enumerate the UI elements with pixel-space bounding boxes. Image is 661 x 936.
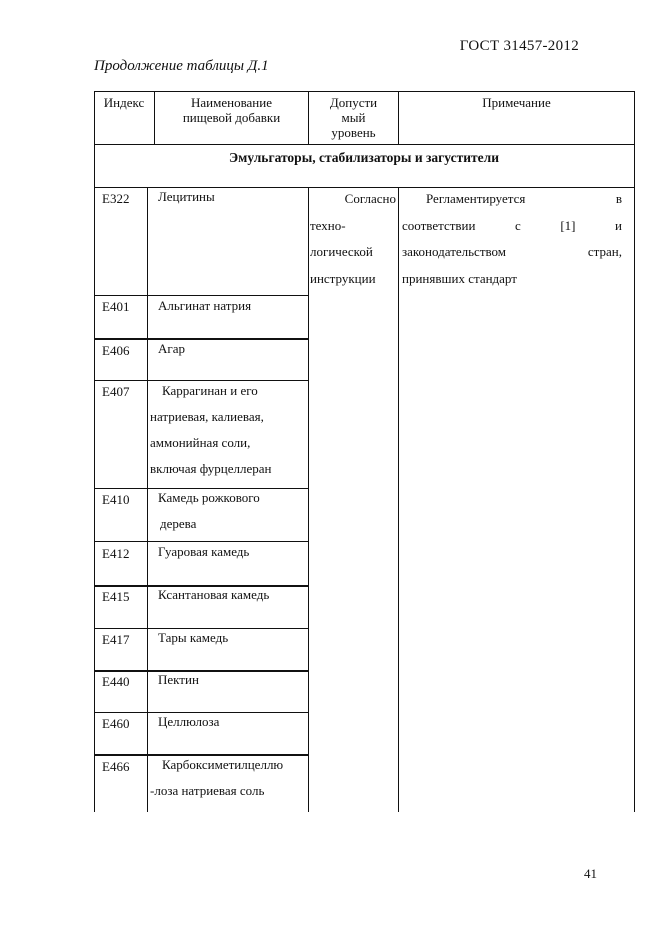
name-line: дерева <box>160 516 197 531</box>
section-title: Эмульгаторы, стабилизаторы и загустители <box>228 150 500 165</box>
note-word: соответствии <box>402 218 476 233</box>
row-index: E410 <box>102 492 130 507</box>
header-note: Примечание <box>482 95 551 110</box>
header-level-line: мый <box>341 110 366 125</box>
level-line: Согласно <box>344 191 396 206</box>
name-line: включая фурцеллеран <box>150 461 272 476</box>
level-line: инструкции <box>310 271 376 286</box>
body-col-sep-3 <box>398 187 399 812</box>
row-additive-name: Пектин <box>158 672 199 687</box>
note-line <box>402 271 622 287</box>
level-line: логической <box>310 244 373 259</box>
body-col-sep-2 <box>308 187 309 812</box>
row-index: E466 <box>102 759 130 774</box>
note-word: [1] <box>560 218 576 233</box>
note-word: Регламентируется <box>426 191 526 206</box>
name-line: Камедь рожкового <box>158 490 260 505</box>
note-word: законодательством <box>402 244 507 259</box>
level-line: техно- <box>310 218 346 233</box>
row-index: E406 <box>102 343 130 358</box>
note-word: с <box>515 218 521 233</box>
name-line: аммонийная соли, <box>150 435 251 450</box>
document-code: ГОСТ 31457-2012 <box>459 38 579 54</box>
note-line <box>402 244 622 260</box>
body-col-sep-1 <box>147 187 148 812</box>
row-index: E412 <box>102 546 130 561</box>
row-additive-name: Ксантановая камедь <box>158 587 270 602</box>
header-permitted-level <box>309 95 398 140</box>
note-line <box>402 191 622 207</box>
row-additive-name: Целлюлоза <box>158 714 220 729</box>
name-line: натриевая, калиевая, <box>150 409 264 424</box>
table-top-border <box>94 91 635 92</box>
row-index: E460 <box>102 716 130 731</box>
row-index: E440 <box>102 674 130 689</box>
row-additive-name <box>150 485 308 537</box>
header-level-line: Допусти <box>329 95 378 110</box>
name-line: -лоза натриевая соль <box>150 783 265 798</box>
row-index: E322 <box>102 191 130 206</box>
row-additive-name: Тары камедь <box>158 630 229 645</box>
row-additive-name: Гуаровая камедь <box>158 544 250 559</box>
row-additive-name <box>150 378 308 482</box>
note-word: и <box>615 218 622 233</box>
row-additive-name: Альгинат натрия <box>158 298 252 313</box>
header-level-line: уровень <box>331 125 376 140</box>
note-line <box>402 218 622 234</box>
row-index: E417 <box>102 632 130 647</box>
name-line: Карбоксиметилцеллю <box>162 757 284 772</box>
row-index: E415 <box>102 589 130 604</box>
note-word: в <box>615 191 622 206</box>
name-line: Каррагинан и его <box>162 383 258 398</box>
note-word: принявших стандарт <box>402 271 517 286</box>
row-additive-name <box>150 752 308 804</box>
header-index: Индекс <box>103 95 145 110</box>
table-left-border <box>94 91 95 812</box>
table-right-border <box>634 91 635 812</box>
table-caption: Продолжение таблицы Д.1 <box>94 58 269 74</box>
header-additive-name-line: пищевой добавки <box>182 110 281 125</box>
header-additive-name <box>155 95 308 125</box>
row-additive-name: Агар <box>158 341 185 356</box>
header-additive-name-line: Наименование <box>191 95 272 110</box>
header-bottom-border <box>94 144 635 145</box>
row-index: E401 <box>102 299 130 314</box>
note-word: стран, <box>587 244 622 259</box>
page-number: 41 <box>584 866 597 881</box>
row-index: E407 <box>102 384 130 399</box>
row-additive-name: Лецитины <box>158 189 215 204</box>
